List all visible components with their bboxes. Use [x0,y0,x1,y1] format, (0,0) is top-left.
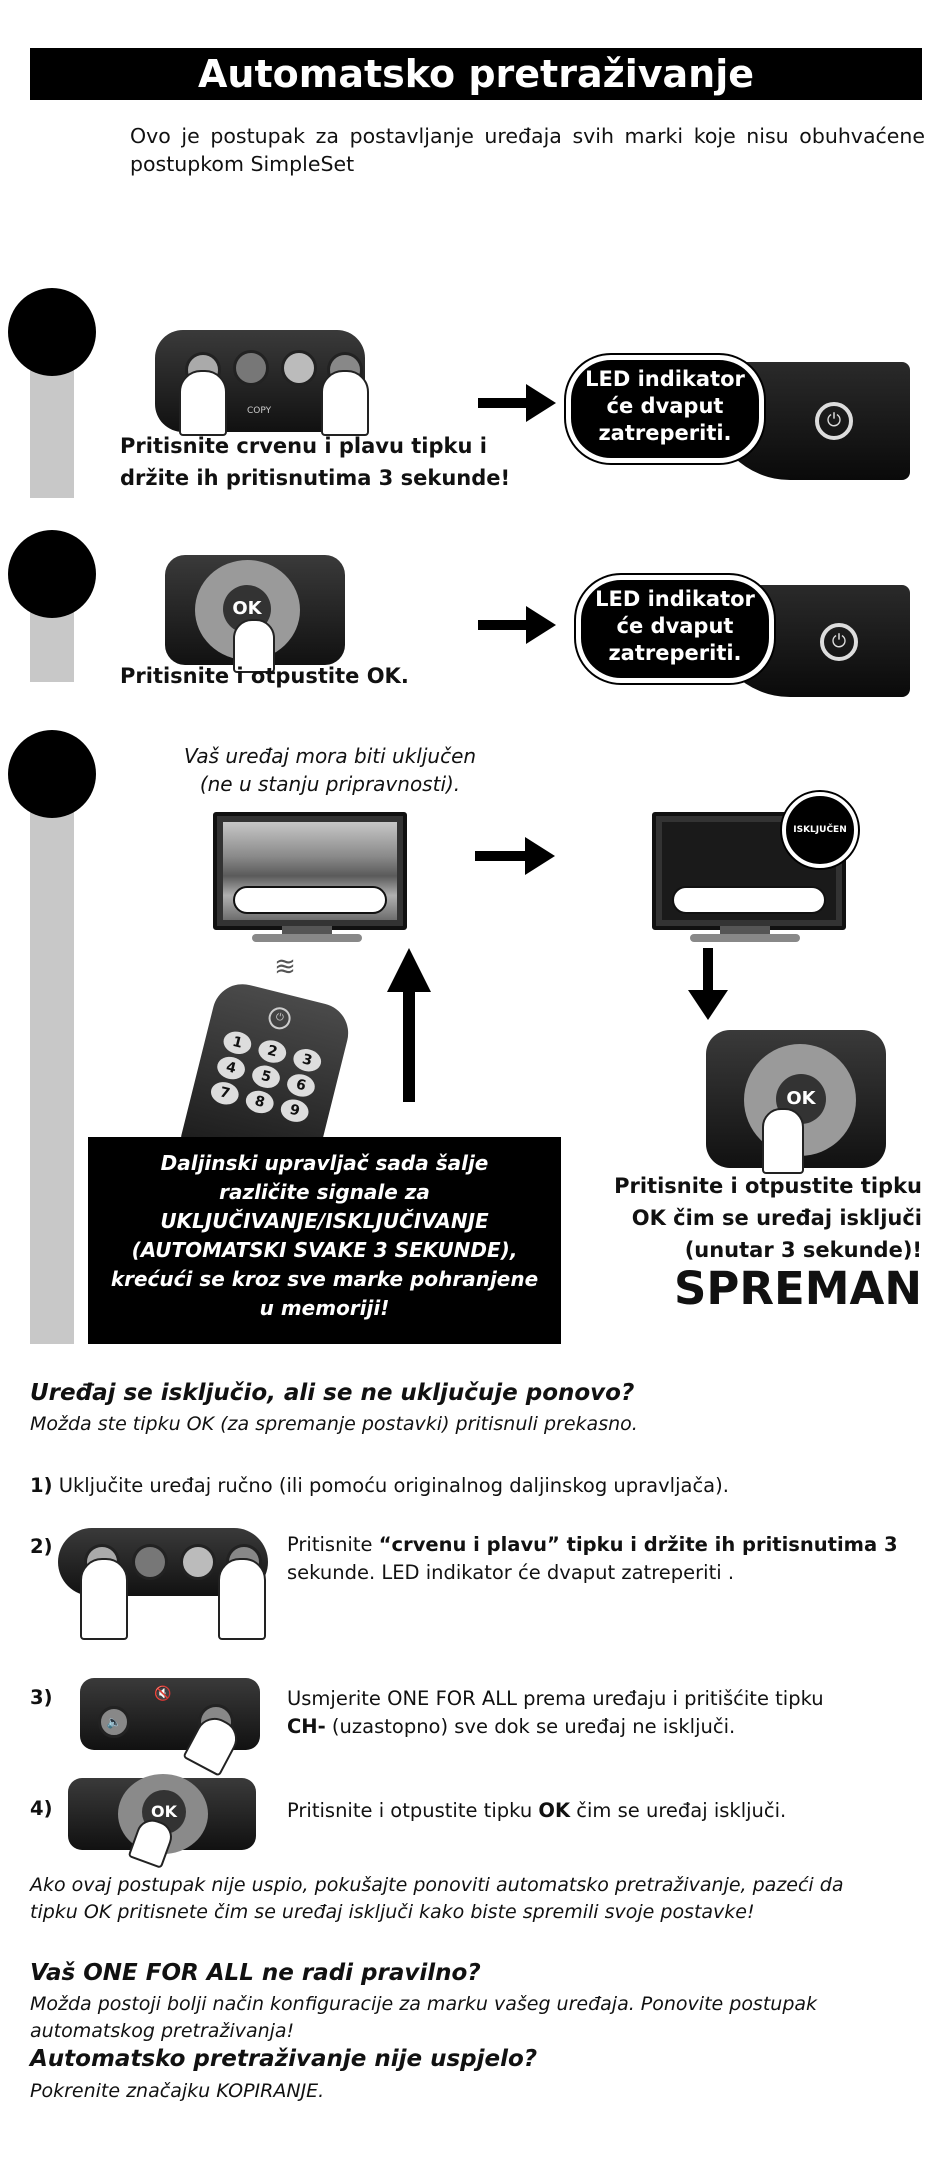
key-5: 5 [250,1063,282,1091]
green-button [233,350,269,386]
step3-side-bar [30,772,74,1344]
faq2-sub [30,1991,930,2045]
instruction-4-pre: Pritisnite i otpustite tipku [287,1799,539,1822]
instruction-1 [30,1472,729,1500]
step3-note [140,742,520,798]
tv-off-base [690,934,800,942]
step2-circle [8,530,96,618]
instruction-4-post: čim se uređaj isključi. [570,1799,787,1822]
faq2-heading: Vaš ONE FOR ALL ne radi pravilno? [30,1960,481,1986]
bubble-line: će dvaput [616,614,734,638]
key-2: 2 [256,1037,288,1065]
key-1: 1 [221,1029,253,1057]
mute-icon: 🔇 [154,1686,172,1702]
step3-ok-remote-image [706,1030,886,1168]
info-line: različite signale za [219,1180,430,1204]
power-icon: ⏻ [815,402,853,440]
step2-arrow-icon [478,620,528,630]
step3-note-line2: (ne u stanju pripravnosti). [199,772,461,796]
ok-button: OK [223,585,271,633]
faq1-heading: Uređaj se isključio, ali se ne uključuje ponovo? [30,1380,635,1406]
step2-caption: Pritisnite i otpustite OK. [120,664,409,688]
step3-circle [8,730,96,818]
instruction-3-pre: Usmjerite ONE FOR ALL prema uređaju i pritišćite tipku [287,1687,824,1710]
page-title: Automatsko pretraživanje [30,48,922,100]
instruction-3-text [287,1685,927,1741]
signal-info-box [88,1137,561,1344]
tv-on-image [213,812,407,930]
key-3: 3 [291,1046,323,1074]
info-line: UKLJUČIVANJE/ISKLJUČIVANJE [160,1209,489,1233]
retry-note-line: Ako ovaj postupak nije uspio, pokušajte ponoviti automatsko pretraživanje, pazeći da [30,1874,844,1896]
remote-keypad [204,1026,330,1128]
instruction-3-number: 3) [30,1686,53,1709]
step3-right-caption [570,1170,922,1266]
step1-caption-line1: Pritisnite crvenu i plavu tipku i [120,434,487,458]
off-badge: ISKLJUČEN [782,792,858,868]
step1-arrow-icon [478,398,528,408]
step3-arrow-down-head [688,990,728,1020]
step2-remote-image [165,555,345,665]
faq3-sub: Pokrenite značajku KOPIRANJE. [30,2080,325,2102]
finger-right-icon [321,370,369,436]
key-7: 7 [209,1079,241,1107]
copy-label: COPY [247,406,272,416]
instruction-3-remote-image [80,1678,260,1750]
signal-waves-icon: ≋ [274,952,296,982]
bubble-line: LED indikator [585,367,745,391]
instruction-4-number: 4) [30,1797,53,1820]
step1-remote-image [155,330,365,432]
faq1-sub: Možda ste tipku OK (za spremanje postavki) pritisnuli prekasno. [30,1413,638,1435]
instruction-4-text [287,1797,927,1825]
key-4: 4 [215,1054,247,1082]
bubble-line: LED indikator [595,587,755,611]
step1-circle [8,288,96,376]
instruction-2-finger-left-icon [80,1558,128,1640]
key-6: 6 [285,1071,317,1099]
ready-label: SPREMAN [673,1262,922,1315]
info-line: u memoriji! [259,1296,390,1320]
finger-left-icon [179,370,227,436]
step3-arrow-down-icon [703,948,713,993]
remote-power-icon: ⏻ [266,1005,293,1032]
instruction-3-bold: CH- [287,1715,326,1738]
info-line: krećući se kroz sve marke pohranjene [110,1267,539,1291]
right-caption-line: Pritisnite i otpustite tipku [614,1174,922,1198]
yellow-button [180,1544,216,1580]
instruction-2-number: 2) [30,1535,53,1558]
tv-status-pill [233,886,387,914]
step3-note-line1: Vaš uređaj mora biti uključen [183,744,477,768]
instruction-1-text: Uključite uređaj ručno (ili pomoću originalnog daljinskog upravljača). [58,1474,729,1497]
step3-arrow-right-icon [475,851,527,861]
intro-text: Ovo je postupak za postavljanje uređaja svih marki koje nisu obuhvaćene postupkom SimpleSet [130,124,925,176]
instruction-2-pre: Pritisnite [287,1533,379,1556]
bubble-line: će dvaput [606,394,724,418]
finger-icon [182,1711,243,1777]
info-line: (AUTOMATSKI SVAKE 3 SEKUNDE), [131,1238,518,1262]
green-button [132,1544,168,1580]
faq3-heading: Automatsko pretraživanje nije uspjelo? [30,2046,538,2072]
instruction-2-post: sekunde. LED indikator će dvaput zatreperiti . [287,1561,735,1584]
retry-note-line: tipku OK pritisnete čim se uređaj isključi kako biste spremili svoje postavke! [30,1901,755,1923]
yellow-button [281,350,317,386]
ok-button: OK [776,1074,826,1124]
retry-note [30,1872,930,1926]
right-caption-line: (unutar 3 sekunde)! [684,1238,922,1262]
finger-icon [762,1108,804,1174]
instruction-2-bold: “crvenu i plavu” tipku i držite ih pritisnutima 3 [378,1533,898,1556]
key-8: 8 [243,1088,275,1116]
instruction-2-text [287,1531,927,1587]
bubble-line: zatreperiti. [608,641,742,665]
instruction-4-remote-image [68,1778,256,1850]
step1-caption [120,430,540,494]
step1-caption-line2: držite ih pritisnutima 3 sekunde! [120,466,511,490]
bubble-line: zatreperiti. [598,421,732,445]
instruction-3-post: (uzastopno) sve dok se uređaj ne isključi. [325,1715,736,1738]
info-line: Daljinski upravljač sada šalje [160,1151,489,1175]
instruction-4-bold: OK [538,1799,571,1822]
faq2-sub-line: automatskog pretraživanja! [30,2020,295,2042]
volume-icon: 🔈 [98,1706,130,1738]
step2-led-bubble [576,575,774,683]
step3-arrow-up-icon [403,990,415,1102]
instruction-2-finger-right-icon [218,1558,266,1640]
tv-on-base [252,934,362,942]
ok-button: OK [142,1790,186,1834]
step1-led-bubble [566,355,764,463]
key-9: 9 [278,1097,310,1125]
power-icon: ⏻ [820,623,858,661]
step3-arrow-up-head [387,948,431,992]
instruction-1-number: 1) [30,1474,53,1497]
right-caption-line: OK čim se uređaj isključi [631,1206,922,1230]
faq2-sub-line: Možda postoji bolji način konfiguracije za marku vašeg uređaja. Ponovite postupak [30,1993,818,2015]
tv-off-status-pill [672,886,826,914]
